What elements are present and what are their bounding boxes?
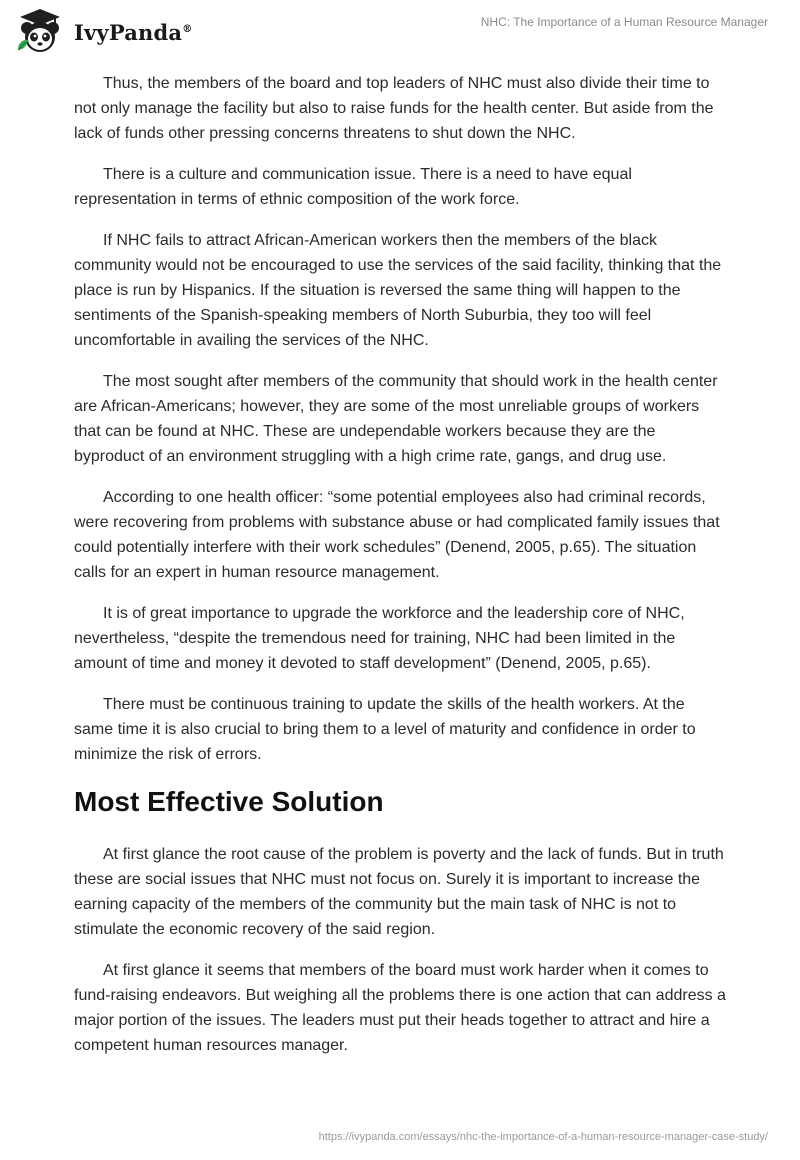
article-body [74, 71, 728, 1074]
source-url-link[interactable]: https://ivypanda.com/essays/nhc-the-importance-of-a-human-resource-manager-case-study/ [318, 1131, 768, 1143]
paragraph: There is a culture and communication issue. There is a need to have equal representation in terms of ethnic composition of the work force. [74, 166, 632, 208]
paragraph: According to one health officer: “some potential employees also had criminal records, were recovering from problems with substance abuse or had complicated family issues that could potentially interfere with their work schedules” (Denend, 2005, p.65). The situation calls for an expert in human resource management. [74, 489, 720, 581]
panda-mascot-icon [14, 6, 66, 58]
paragraph: It is of great importance to upgrade the workforce and the leadership core of NHC, nevertheless, “despite the tremendous need for training, NHC had been limited in the amount of time and money it devoted to staff development” (Denend, 2005, p.65). [74, 605, 685, 672]
paragraph: Thus, the members of the board and top leaders of NHC must also divide their time to not only manage the facility but also to raise funds for the health center. But aside from the lack of funds other pressing concerns threatens to shut down the NHC. [74, 75, 714, 142]
paragraph: There must be continuous training to update the skills of the health workers. At the same time it is also crucial to bring them to a level of maturity and confidence in order to minimize the risk of errors. [74, 696, 696, 763]
paragraph: At first glance it seems that members of the board must work harder when it comes to fund-raising endeavors. But weighing all the problems there is one action that can address a major portion of the issues. The leaders must put their heads together to attract and hire a competent human resources manager. [74, 962, 726, 1054]
ivypanda-logo[interactable] [14, 6, 192, 58]
paragraph: If NHC fails to attract African-American workers then the members of the black community would not be encouraged to use the services of the said facility, thinking that the place is run by Hispanics. If the situation is reversed the same thing will happen to the sentiments of the Spanish-speaking members of North Suburbia, they too will feel uncomfortable in availing the services of the NHC. [74, 232, 722, 349]
paragraph: The most sought after members of the community that should work in the health center are African-Americans; however, they are some of the most unreliable groups of workers that can be found at NHC. These are undependable workers because they are the byproduct of an environment struggling with a high crime rate, gangs, and drug use. [74, 373, 718, 465]
logo-wordmark: IvyPanda® [74, 19, 193, 45]
section-heading: Most Effective Solution [74, 786, 384, 817]
document-title: NHC: The Importance of a Human Resource Manager [480, 15, 768, 29]
paragraph: At first glance the root cause of the problem is poverty and the lack of funds. But in truth these are social issues that NHC must not focus on. Surely it is important to increase the earning capacity of the members of the community but the main task of NHC is not to stimulate the economic recovery of the said region. [74, 846, 724, 938]
page-header [0, 0, 800, 70]
